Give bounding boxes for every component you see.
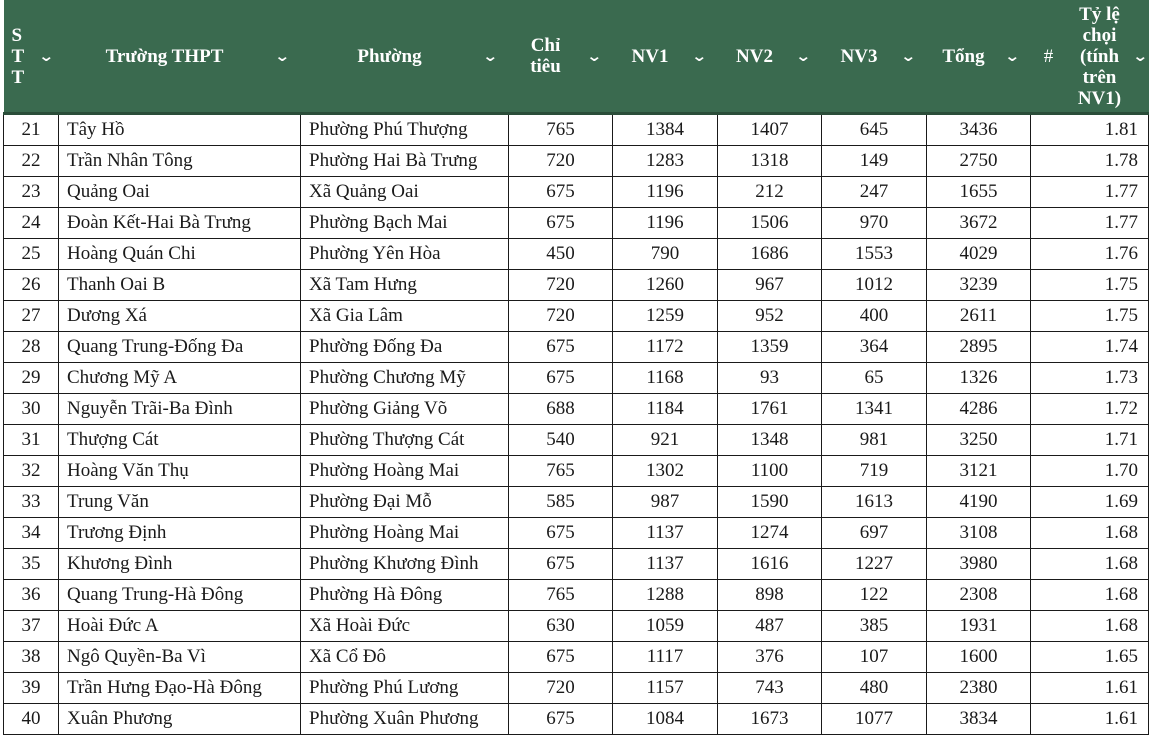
table-row — [4, 394, 1149, 425]
cell-total: 3250 — [927, 425, 1031, 456]
cell-school: Xuân Phương — [59, 704, 301, 735]
cell-nv1: 987 — [613, 487, 718, 518]
cell-stt: 27 — [4, 301, 59, 332]
cell-school: Quang Trung-Đống Đa — [59, 332, 301, 363]
cell-hash — [1031, 580, 1067, 611]
cell-nv1: 1283 — [613, 146, 718, 177]
cell-ward: Phường Hoàng Mai — [301, 456, 509, 487]
admission-table — [3, 0, 1149, 735]
cell-hash — [1031, 518, 1067, 549]
cell-stt: 29 — [4, 363, 59, 394]
cell-school: Hoàng Văn Thụ — [59, 456, 301, 487]
cell-ratio: 1.81 — [1067, 114, 1149, 146]
cell-ward: Xã Tam Hưng — [301, 270, 509, 301]
cell-school: Quảng Oai — [59, 177, 301, 208]
cell-nv2: 898 — [718, 580, 822, 611]
cell-total: 1655 — [927, 177, 1031, 208]
cell-total: 1931 — [927, 611, 1031, 642]
cell-total: 2611 — [927, 301, 1031, 332]
cell-quota: 675 — [509, 704, 613, 735]
table-row — [4, 518, 1149, 549]
cell-nv1: 1137 — [613, 518, 718, 549]
cell-stt: 24 — [4, 208, 59, 239]
cell-hash — [1031, 673, 1067, 704]
cell-quota: 765 — [509, 114, 613, 146]
cell-ratio: 1.76 — [1067, 239, 1149, 270]
table-row — [4, 673, 1149, 704]
cell-hash — [1031, 177, 1067, 208]
cell-ratio: 1.77 — [1067, 208, 1149, 239]
cell-school: Trần Nhân Tông — [59, 146, 301, 177]
table-row — [4, 114, 1149, 146]
cell-quota: 585 — [509, 487, 613, 518]
cell-quota: 540 — [509, 425, 613, 456]
header-stt[interactable] — [4, 0, 59, 114]
cell-nv1: 1288 — [613, 580, 718, 611]
cell-ward: Phường Phú Thượng — [301, 114, 509, 146]
cell-stt: 34 — [4, 518, 59, 549]
cell-nv2: 1506 — [718, 208, 822, 239]
cell-ratio: 1.65 — [1067, 642, 1149, 673]
cell-nv3: 719 — [822, 456, 927, 487]
table-row — [4, 704, 1149, 735]
header-total[interactable] — [927, 0, 1031, 114]
chevron-down-icon[interactable]: ⌄ — [1004, 47, 1021, 65]
cell-nv1: 1168 — [613, 363, 718, 394]
cell-school: Ngô Quyền-Ba Vì — [59, 642, 301, 673]
table-row — [4, 425, 1149, 456]
cell-nv3: 1227 — [822, 549, 927, 580]
cell-ward: Phường Khương Đình — [301, 549, 509, 580]
cell-school: Trung Văn — [59, 487, 301, 518]
cell-ward: Xã Hoài Đức — [301, 611, 509, 642]
cell-stt: 31 — [4, 425, 59, 456]
cell-nv1: 1302 — [613, 456, 718, 487]
chevron-down-icon[interactable]: ⌄ — [795, 47, 812, 65]
cell-quota: 675 — [509, 549, 613, 580]
cell-hash — [1031, 146, 1067, 177]
cell-hash — [1031, 394, 1067, 425]
cell-nv3: 149 — [822, 146, 927, 177]
cell-ratio: 1.75 — [1067, 301, 1149, 332]
cell-ward: Xã Cổ Đô — [301, 642, 509, 673]
cell-hash — [1031, 363, 1067, 394]
cell-ratio: 1.78 — [1067, 146, 1149, 177]
cell-hash — [1031, 301, 1067, 332]
cell-total: 1326 — [927, 363, 1031, 394]
cell-nv3: 1012 — [822, 270, 927, 301]
cell-ratio: 1.68 — [1067, 611, 1149, 642]
header-nv3[interactable] — [822, 0, 927, 114]
header-nv2[interactable] — [718, 0, 822, 114]
cell-ward: Phường Thượng Cát — [301, 425, 509, 456]
cell-nv3: 970 — [822, 208, 927, 239]
header-quota-label: Chỉ tiêu — [530, 35, 561, 77]
cell-ward: Phường Hà Đông — [301, 580, 509, 611]
cell-stt: 21 — [4, 114, 59, 146]
cell-school: Dương Xá — [59, 301, 301, 332]
cell-nv1: 1137 — [613, 549, 718, 580]
header-hash-label: # — [1043, 45, 1054, 67]
cell-hash — [1031, 704, 1067, 735]
cell-hash — [1031, 270, 1067, 301]
cell-nv1: 1259 — [613, 301, 718, 332]
cell-school: Đoàn Kết-Hai Bà Trưng — [59, 208, 301, 239]
cell-quota: 688 — [509, 394, 613, 425]
cell-hash — [1031, 332, 1067, 363]
cell-quota: 630 — [509, 611, 613, 642]
cell-total: 2895 — [927, 332, 1031, 363]
header-school[interactable] — [59, 0, 301, 114]
cell-nv1: 1059 — [613, 611, 718, 642]
cell-school: Thanh Oai B — [59, 270, 301, 301]
header-hash[interactable] — [1031, 0, 1067, 114]
cell-nv1: 1172 — [613, 332, 718, 363]
cell-ward: Xã Quảng Oai — [301, 177, 509, 208]
cell-total: 2308 — [927, 580, 1031, 611]
chevron-down-icon[interactable]: ⌄ — [1132, 47, 1149, 65]
cell-quota: 675 — [509, 363, 613, 394]
cell-stt: 33 — [4, 487, 59, 518]
cell-ratio: 1.68 — [1067, 549, 1149, 580]
table-row — [4, 270, 1149, 301]
cell-nv1: 1384 — [613, 114, 718, 146]
chevron-down-icon[interactable]: ⌄ — [586, 47, 603, 65]
header-ratio-label: Tỷ lệ chọi (tính trên NV1) — [1077, 3, 1122, 109]
cell-stt: 39 — [4, 673, 59, 704]
cell-nv2: 1359 — [718, 332, 822, 363]
cell-nv2: 1616 — [718, 549, 822, 580]
cell-school: Hoài Đức A — [59, 611, 301, 642]
cell-quota: 675 — [509, 332, 613, 363]
cell-stt: 38 — [4, 642, 59, 673]
cell-ratio: 1.69 — [1067, 487, 1149, 518]
table-row — [4, 146, 1149, 177]
header-quota[interactable] — [509, 0, 613, 114]
cell-stt: 32 — [4, 456, 59, 487]
cell-ratio: 1.74 — [1067, 332, 1149, 363]
cell-stt: 26 — [4, 270, 59, 301]
cell-quota: 720 — [509, 673, 613, 704]
cell-nv3: 400 — [822, 301, 927, 332]
cell-nv3: 645 — [822, 114, 927, 146]
cell-total: 4190 — [927, 487, 1031, 518]
cell-total: 3980 — [927, 549, 1031, 580]
cell-nv3: 1341 — [822, 394, 927, 425]
cell-quota: 765 — [509, 580, 613, 611]
cell-nv2: 1100 — [718, 456, 822, 487]
cell-quota: 765 — [509, 456, 613, 487]
table-row — [4, 239, 1149, 270]
cell-ratio: 1.61 — [1067, 673, 1149, 704]
cell-nv2: 1318 — [718, 146, 822, 177]
cell-hash — [1031, 456, 1067, 487]
cell-nv1: 1260 — [613, 270, 718, 301]
header-stt-label: S T T — [11, 24, 25, 88]
header-nv3-label: NV3 — [840, 45, 878, 67]
cell-ratio: 1.70 — [1067, 456, 1149, 487]
cell-total: 3239 — [927, 270, 1031, 301]
cell-nv2: 952 — [718, 301, 822, 332]
cell-stt: 25 — [4, 239, 59, 270]
cell-ward: Phường Chương Mỹ — [301, 363, 509, 394]
table-row — [4, 642, 1149, 673]
cell-nv3: 1077 — [822, 704, 927, 735]
cell-school: Tây Hồ — [59, 114, 301, 146]
cell-total: 2380 — [927, 673, 1031, 704]
header-ward-label: Phường — [357, 45, 422, 67]
table-row — [4, 332, 1149, 363]
cell-nv3: 107 — [822, 642, 927, 673]
cell-quota: 720 — [509, 270, 613, 301]
cell-nv3: 385 — [822, 611, 927, 642]
cell-quota: 450 — [509, 239, 613, 270]
cell-hash — [1031, 239, 1067, 270]
cell-stt: 36 — [4, 580, 59, 611]
cell-school: Khương Đình — [59, 549, 301, 580]
cell-nv3: 65 — [822, 363, 927, 394]
cell-hash — [1031, 549, 1067, 580]
cell-school: Quang Trung-Hà Đông — [59, 580, 301, 611]
table-row — [4, 177, 1149, 208]
chevron-down-icon[interactable]: ⌄ — [482, 47, 499, 65]
cell-quota: 675 — [509, 642, 613, 673]
cell-hash — [1031, 642, 1067, 673]
header-school-label: Trường THPT — [105, 45, 224, 67]
cell-ward: Phường Bạch Mai — [301, 208, 509, 239]
cell-nv3: 1553 — [822, 239, 927, 270]
header-nv1[interactable] — [613, 0, 718, 114]
cell-total: 3834 — [927, 704, 1031, 735]
chevron-down-icon[interactable]: ⌄ — [900, 47, 917, 65]
cell-school: Trần Hưng Đạo-Hà Đông — [59, 673, 301, 704]
cell-ward: Phường Đại Mỗ — [301, 487, 509, 518]
cell-total: 3672 — [927, 208, 1031, 239]
cell-hash — [1031, 208, 1067, 239]
cell-ward: Phường Yên Hòa — [301, 239, 509, 270]
cell-nv2: 1348 — [718, 425, 822, 456]
cell-school: Nguyễn Trãi-Ba Đình — [59, 394, 301, 425]
cell-ward: Phường Đống Đa — [301, 332, 509, 363]
cell-stt: 35 — [4, 549, 59, 580]
cell-total: 3108 — [927, 518, 1031, 549]
cell-quota: 720 — [509, 146, 613, 177]
cell-nv2: 1673 — [718, 704, 822, 735]
cell-nv1: 1196 — [613, 177, 718, 208]
cell-nv1: 1117 — [613, 642, 718, 673]
cell-stt: 40 — [4, 704, 59, 735]
chevron-down-icon[interactable]: ⌄ — [691, 47, 708, 65]
cell-stt: 37 — [4, 611, 59, 642]
cell-total: 1600 — [927, 642, 1031, 673]
header-nv1-label: NV1 — [631, 45, 669, 67]
table-row — [4, 456, 1149, 487]
header-ward[interactable] — [301, 0, 509, 114]
cell-nv2: 1590 — [718, 487, 822, 518]
cell-nv3: 122 — [822, 580, 927, 611]
chevron-down-icon[interactable]: ⌄ — [274, 47, 291, 65]
cell-stt: 28 — [4, 332, 59, 363]
cell-total: 4286 — [927, 394, 1031, 425]
cell-school: Chương Mỹ A — [59, 363, 301, 394]
cell-nv2: 967 — [718, 270, 822, 301]
cell-ratio: 1.71 — [1067, 425, 1149, 456]
cell-nv1: 1084 — [613, 704, 718, 735]
cell-school: Hoàng Quán Chi — [59, 239, 301, 270]
cell-quota: 675 — [509, 518, 613, 549]
table-row — [4, 487, 1149, 518]
cell-ward: Phường Hoàng Mai — [301, 518, 509, 549]
cell-nv3: 1613 — [822, 487, 927, 518]
cell-nv1: 921 — [613, 425, 718, 456]
cell-ward: Xã Gia Lâm — [301, 301, 509, 332]
cell-nv2: 212 — [718, 177, 822, 208]
cell-ward: Phường Hai Bà Trưng — [301, 146, 509, 177]
cell-ratio: 1.68 — [1067, 580, 1149, 611]
cell-stt: 22 — [4, 146, 59, 177]
table-row — [4, 208, 1149, 239]
header-ratio[interactable] — [1067, 0, 1149, 114]
cell-nv1: 1157 — [613, 673, 718, 704]
cell-total: 3436 — [927, 114, 1031, 146]
cell-nv2: 1761 — [718, 394, 822, 425]
cell-nv3: 981 — [822, 425, 927, 456]
cell-quota: 720 — [509, 301, 613, 332]
cell-nv1: 790 — [613, 239, 718, 270]
cell-hash — [1031, 114, 1067, 146]
header-total-label: Tổng — [942, 45, 985, 67]
cell-school: Trương Định — [59, 518, 301, 549]
cell-ratio: 1.72 — [1067, 394, 1149, 425]
cell-ward: Phường Xuân Phương — [301, 704, 509, 735]
cell-ratio: 1.73 — [1067, 363, 1149, 394]
cell-hash — [1031, 487, 1067, 518]
table-body — [4, 114, 1149, 735]
cell-total: 2750 — [927, 146, 1031, 177]
cell-ward: Phường Phú Lương — [301, 673, 509, 704]
header-nv2-label: NV2 — [736, 45, 773, 67]
table-header-row — [4, 0, 1149, 114]
chevron-down-icon[interactable]: ⌄ — [38, 47, 55, 65]
table-row — [4, 549, 1149, 580]
cell-hash — [1031, 425, 1067, 456]
cell-hash — [1031, 611, 1067, 642]
table-row — [4, 363, 1149, 394]
cell-school: Thượng Cát — [59, 425, 301, 456]
cell-ratio: 1.77 — [1067, 177, 1149, 208]
cell-ward: Phường Giảng Võ — [301, 394, 509, 425]
cell-ratio: 1.75 — [1067, 270, 1149, 301]
cell-nv3: 364 — [822, 332, 927, 363]
cell-nv3: 247 — [822, 177, 927, 208]
cell-quota: 675 — [509, 177, 613, 208]
cell-total: 4029 — [927, 239, 1031, 270]
cell-nv1: 1196 — [613, 208, 718, 239]
cell-nv3: 697 — [822, 518, 927, 549]
cell-nv2: 1686 — [718, 239, 822, 270]
cell-nv1: 1184 — [613, 394, 718, 425]
table-row — [4, 301, 1149, 332]
cell-ratio: 1.68 — [1067, 518, 1149, 549]
cell-nv2: 743 — [718, 673, 822, 704]
cell-nv2: 1274 — [718, 518, 822, 549]
cell-ratio: 1.61 — [1067, 704, 1149, 735]
cell-stt: 30 — [4, 394, 59, 425]
cell-nv3: 480 — [822, 673, 927, 704]
cell-nv2: 487 — [718, 611, 822, 642]
cell-quota: 675 — [509, 208, 613, 239]
cell-nv2: 376 — [718, 642, 822, 673]
cell-total: 3121 — [927, 456, 1031, 487]
table-row — [4, 580, 1149, 611]
cell-stt: 23 — [4, 177, 59, 208]
table-row — [4, 611, 1149, 642]
cell-nv2: 93 — [718, 363, 822, 394]
cell-nv2: 1407 — [718, 114, 822, 146]
